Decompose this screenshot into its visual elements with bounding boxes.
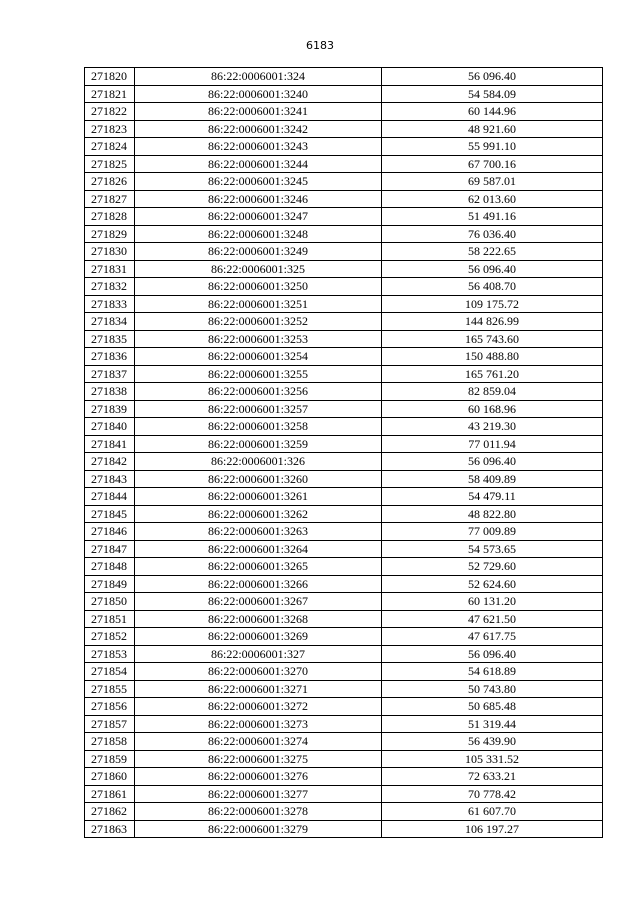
table-row [85, 120, 603, 138]
cadastral-number-cell: 86:22:0006001:3277 [135, 785, 382, 803]
row-number-cell: 271821 [85, 85, 135, 103]
row-number-cell: 271842 [85, 453, 135, 471]
cadastral-value-cell: 56 096.40 [382, 453, 603, 471]
table-row [85, 540, 603, 558]
table-row [85, 453, 603, 471]
cadastral-value-cell: 48 822.80 [382, 505, 603, 523]
table-row [85, 593, 603, 611]
row-number-cell: 271828 [85, 208, 135, 226]
table-row [85, 488, 603, 506]
cadastral-value-cell: 51 491.16 [382, 208, 603, 226]
cadastral-number-cell: 86:22:0006001:3273 [135, 715, 382, 733]
row-number-cell: 271862 [85, 803, 135, 821]
cadastral-value-cell: 150 488.80 [382, 348, 603, 366]
table-row [85, 68, 603, 86]
cadastral-number-cell: 86:22:0006001:3242 [135, 120, 382, 138]
row-number-cell: 271859 [85, 750, 135, 768]
row-number-cell: 271839 [85, 400, 135, 418]
cadastral-number-cell: 86:22:0006001:326 [135, 453, 382, 471]
table-row [85, 470, 603, 488]
cadastral-value-cell: 58 222.65 [382, 243, 603, 261]
table-row [85, 155, 603, 173]
cadastral-value-cell: 51 319.44 [382, 715, 603, 733]
cadastral-value-cell: 60 168.96 [382, 400, 603, 418]
cadastral-value-cell: 47 617.75 [382, 628, 603, 646]
cadastral-number-cell: 86:22:0006001:324 [135, 68, 382, 86]
cadastral-value-cell: 77 009.89 [382, 523, 603, 541]
row-number-cell: 271846 [85, 523, 135, 541]
row-number-cell: 271861 [85, 785, 135, 803]
cadastral-value-cell: 55 991.10 [382, 138, 603, 156]
table-row [85, 260, 603, 278]
table-row [85, 680, 603, 698]
row-number-cell: 271820 [85, 68, 135, 86]
row-number-cell: 271829 [85, 225, 135, 243]
table-row [85, 645, 603, 663]
cadastral-number-cell: 86:22:0006001:3258 [135, 418, 382, 436]
row-number-cell: 271826 [85, 173, 135, 191]
cadastral-number-cell: 86:22:0006001:3272 [135, 698, 382, 716]
row-number-cell: 271852 [85, 628, 135, 646]
cadastral-number-cell: 86:22:0006001:3260 [135, 470, 382, 488]
cadastral-number-cell: 86:22:0006001:3276 [135, 768, 382, 786]
cadastral-number-cell: 86:22:0006001:3243 [135, 138, 382, 156]
cadastral-value-cell: 70 778.42 [382, 785, 603, 803]
table-row [85, 523, 603, 541]
cadastral-number-cell: 86:22:0006001:3269 [135, 628, 382, 646]
table-row [85, 558, 603, 576]
cadastral-value-cell: 50 685.48 [382, 698, 603, 716]
cadastral-number-cell: 86:22:0006001:3253 [135, 330, 382, 348]
cadastral-value-cell: 56 096.40 [382, 645, 603, 663]
table-row [85, 785, 603, 803]
cadastral-number-cell: 86:22:0006001:3264 [135, 540, 382, 558]
table-row [85, 610, 603, 628]
row-number-cell: 271844 [85, 488, 135, 506]
row-number-cell: 271834 [85, 313, 135, 331]
cadastral-value-cell: 105 331.52 [382, 750, 603, 768]
cadastral-number-cell: 86:22:0006001:3274 [135, 733, 382, 751]
cadastral-number-cell: 86:22:0006001:3255 [135, 365, 382, 383]
row-number-cell: 271837 [85, 365, 135, 383]
cadastral-value-table [84, 67, 603, 838]
cadastral-number-cell: 86:22:0006001:3261 [135, 488, 382, 506]
table-row [85, 330, 603, 348]
row-number-cell: 271841 [85, 435, 135, 453]
cadastral-number-cell: 86:22:0006001:3270 [135, 663, 382, 681]
row-number-cell: 271858 [85, 733, 135, 751]
cadastral-number-cell: 86:22:0006001:3262 [135, 505, 382, 523]
row-number-cell: 271848 [85, 558, 135, 576]
table-row [85, 313, 603, 331]
table-row [85, 365, 603, 383]
cadastral-number-cell: 86:22:0006001:3268 [135, 610, 382, 628]
row-number-cell: 271860 [85, 768, 135, 786]
cadastral-value-cell: 54 618.89 [382, 663, 603, 681]
cadastral-number-cell: 86:22:0006001:3265 [135, 558, 382, 576]
cadastral-number-cell: 86:22:0006001:3245 [135, 173, 382, 191]
table-row [85, 295, 603, 313]
table-row [85, 190, 603, 208]
cadastral-number-cell: 86:22:0006001:3247 [135, 208, 382, 226]
cadastral-number-cell: 86:22:0006001:3263 [135, 523, 382, 541]
cadastral-value-cell: 58 409.89 [382, 470, 603, 488]
table-row [85, 733, 603, 751]
cadastral-number-cell: 86:22:0006001:3266 [135, 575, 382, 593]
cadastral-number-cell: 86:22:0006001:3241 [135, 103, 382, 121]
cadastral-value-cell: 62 013.60 [382, 190, 603, 208]
cadastral-value-cell: 54 584.09 [382, 85, 603, 103]
cadastral-value-cell: 43 219.30 [382, 418, 603, 436]
cadastral-number-cell: 86:22:0006001:3249 [135, 243, 382, 261]
cadastral-value-cell: 56 408.70 [382, 278, 603, 296]
table-row [85, 383, 603, 401]
table-row [85, 505, 603, 523]
row-number-cell: 271850 [85, 593, 135, 611]
cadastral-value-cell: 165 761.20 [382, 365, 603, 383]
row-number-cell: 271830 [85, 243, 135, 261]
cadastral-value-cell: 106 197.27 [382, 820, 603, 838]
table-row [85, 278, 603, 296]
table-row [85, 243, 603, 261]
table-row [85, 575, 603, 593]
cadastral-value-cell: 48 921.60 [382, 120, 603, 138]
cadastral-value-cell: 56 096.40 [382, 260, 603, 278]
cadastral-number-cell: 86:22:0006001:325 [135, 260, 382, 278]
cadastral-number-cell: 86:22:0006001:3254 [135, 348, 382, 366]
row-number-cell: 271840 [85, 418, 135, 436]
table-row [85, 628, 603, 646]
cadastral-number-cell: 86:22:0006001:3271 [135, 680, 382, 698]
cadastral-number-cell: 86:22:0006001:327 [135, 645, 382, 663]
table-row [85, 173, 603, 191]
cadastral-value-cell: 56 439.90 [382, 733, 603, 751]
cadastral-value-cell: 47 621.50 [382, 610, 603, 628]
table-body [85, 68, 603, 838]
cadastral-number-cell: 86:22:0006001:3251 [135, 295, 382, 313]
row-number-cell: 271857 [85, 715, 135, 733]
cadastral-value-cell: 77 011.94 [382, 435, 603, 453]
cadastral-number-cell: 86:22:0006001:3246 [135, 190, 382, 208]
cadastral-value-cell: 52 729.60 [382, 558, 603, 576]
table-row [85, 103, 603, 121]
table-row [85, 348, 603, 366]
cadastral-number-cell: 86:22:0006001:3250 [135, 278, 382, 296]
row-number-cell: 271847 [85, 540, 135, 558]
cadastral-number-cell: 86:22:0006001:3267 [135, 593, 382, 611]
cadastral-value-cell: 61 607.70 [382, 803, 603, 821]
row-number-cell: 271838 [85, 383, 135, 401]
row-number-cell: 271822 [85, 103, 135, 121]
table-row [85, 750, 603, 768]
row-number-cell: 271827 [85, 190, 135, 208]
cadastral-value-cell: 54 573.65 [382, 540, 603, 558]
cadastral-number-cell: 86:22:0006001:3248 [135, 225, 382, 243]
row-number-cell: 271856 [85, 698, 135, 716]
cadastral-value-cell: 69 587.01 [382, 173, 603, 191]
row-number-cell: 271836 [85, 348, 135, 366]
cadastral-number-cell: 86:22:0006001:3252 [135, 313, 382, 331]
table-row [85, 138, 603, 156]
row-number-cell: 271832 [85, 278, 135, 296]
row-number-cell: 271849 [85, 575, 135, 593]
table-row [85, 715, 603, 733]
cadastral-value-cell: 50 743.80 [382, 680, 603, 698]
row-number-cell: 271823 [85, 120, 135, 138]
row-number-cell: 271824 [85, 138, 135, 156]
row-number-cell: 271833 [85, 295, 135, 313]
table-row [85, 400, 603, 418]
cadastral-value-cell: 109 175.72 [382, 295, 603, 313]
row-number-cell: 271845 [85, 505, 135, 523]
cadastral-value-cell: 67 700.16 [382, 155, 603, 173]
table-row [85, 768, 603, 786]
cadastral-number-cell: 86:22:0006001:3257 [135, 400, 382, 418]
cadastral-value-cell: 72 633.21 [382, 768, 603, 786]
cadastral-number-cell: 86:22:0006001:3244 [135, 155, 382, 173]
cadastral-value-cell: 52 624.60 [382, 575, 603, 593]
cadastral-number-cell: 86:22:0006001:3240 [135, 85, 382, 103]
cadastral-value-cell: 60 144.96 [382, 103, 603, 121]
row-number-cell: 271835 [85, 330, 135, 348]
cadastral-value-cell: 54 479.11 [382, 488, 603, 506]
page-number: 6183 [306, 39, 334, 52]
table-row [85, 663, 603, 681]
row-number-cell: 271863 [85, 820, 135, 838]
row-number-cell: 271851 [85, 610, 135, 628]
table-row [85, 698, 603, 716]
cadastral-number-cell: 86:22:0006001:3256 [135, 383, 382, 401]
table-row [85, 418, 603, 436]
row-number-cell: 271831 [85, 260, 135, 278]
table-row [85, 225, 603, 243]
cadastral-number-cell: 86:22:0006001:3278 [135, 803, 382, 821]
row-number-cell: 271855 [85, 680, 135, 698]
cadastral-value-cell: 60 131.20 [382, 593, 603, 611]
cadastral-value-cell: 56 096.40 [382, 68, 603, 86]
cadastral-value-cell: 165 743.60 [382, 330, 603, 348]
table-row [85, 820, 603, 838]
cadastral-number-cell: 86:22:0006001:3275 [135, 750, 382, 768]
cadastral-value-cell: 82 859.04 [382, 383, 603, 401]
row-number-cell: 271854 [85, 663, 135, 681]
table-row [85, 435, 603, 453]
cadastral-value-cell: 144 826.99 [382, 313, 603, 331]
table-row [85, 803, 603, 821]
table-row [85, 208, 603, 226]
cadastral-number-cell: 86:22:0006001:3279 [135, 820, 382, 838]
row-number-cell: 271843 [85, 470, 135, 488]
row-number-cell: 271825 [85, 155, 135, 173]
table-row [85, 85, 603, 103]
row-number-cell: 271853 [85, 645, 135, 663]
cadastral-number-cell: 86:22:0006001:3259 [135, 435, 382, 453]
cadastral-value-cell: 76 036.40 [382, 225, 603, 243]
